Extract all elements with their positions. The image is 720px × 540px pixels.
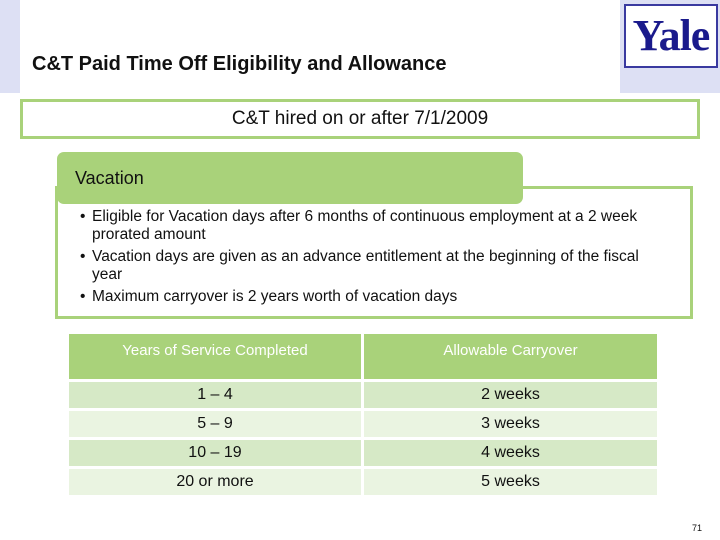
years-cell: 5 – 9 [69, 411, 361, 437]
column-header-carryover: Allowable Carryover [364, 334, 657, 379]
column-header-years: Years of Service Completed [69, 334, 361, 379]
carryover-cell: 4 weeks [364, 440, 657, 466]
header-title-area [20, 0, 620, 93]
bullet-item [80, 288, 660, 306]
years-cell: 20 or more [69, 469, 361, 495]
bullet-text: Maximum carryover is 2 years worth of vacation days [92, 288, 458, 305]
vacation-bullet-list [80, 208, 660, 310]
carryover-cell: 2 weeks [364, 382, 657, 408]
bullet-item [80, 248, 660, 284]
bullet-icon: • [80, 208, 86, 225]
table-row [69, 411, 657, 437]
table-row [69, 440, 657, 466]
bullet-icon: • [80, 248, 86, 265]
carryover-cell: 3 weeks [364, 411, 657, 437]
table-row [69, 382, 657, 408]
years-cell: 1 – 4 [69, 382, 361, 408]
page-number: 71 [692, 523, 703, 533]
carryover-cell: 5 weeks [364, 469, 657, 495]
carryover-table [66, 331, 660, 498]
bullet-icon: • [80, 288, 86, 305]
years-cell: 10 – 19 [69, 440, 361, 466]
slide-title: C&T Paid Time Off Eligibility and Allowance [32, 53, 447, 75]
yale-logo [624, 4, 718, 68]
bullet-text: Eligible for Vacation days after 6 months of continuous employment at a 2 week prorated amount [92, 208, 638, 243]
vacation-header [57, 152, 523, 204]
hire-date-box: C&T hired on or after 7/1/2009 [20, 99, 700, 139]
vacation-header-label: Vacation [75, 168, 144, 188]
table-row [69, 469, 657, 495]
bullet-text: Vacation days are given as an advance entitlement at the beginning of the fiscal year [92, 248, 639, 283]
bullet-item [80, 208, 660, 244]
logo-text: Yale [632, 11, 710, 60]
table-header-row [69, 334, 657, 379]
